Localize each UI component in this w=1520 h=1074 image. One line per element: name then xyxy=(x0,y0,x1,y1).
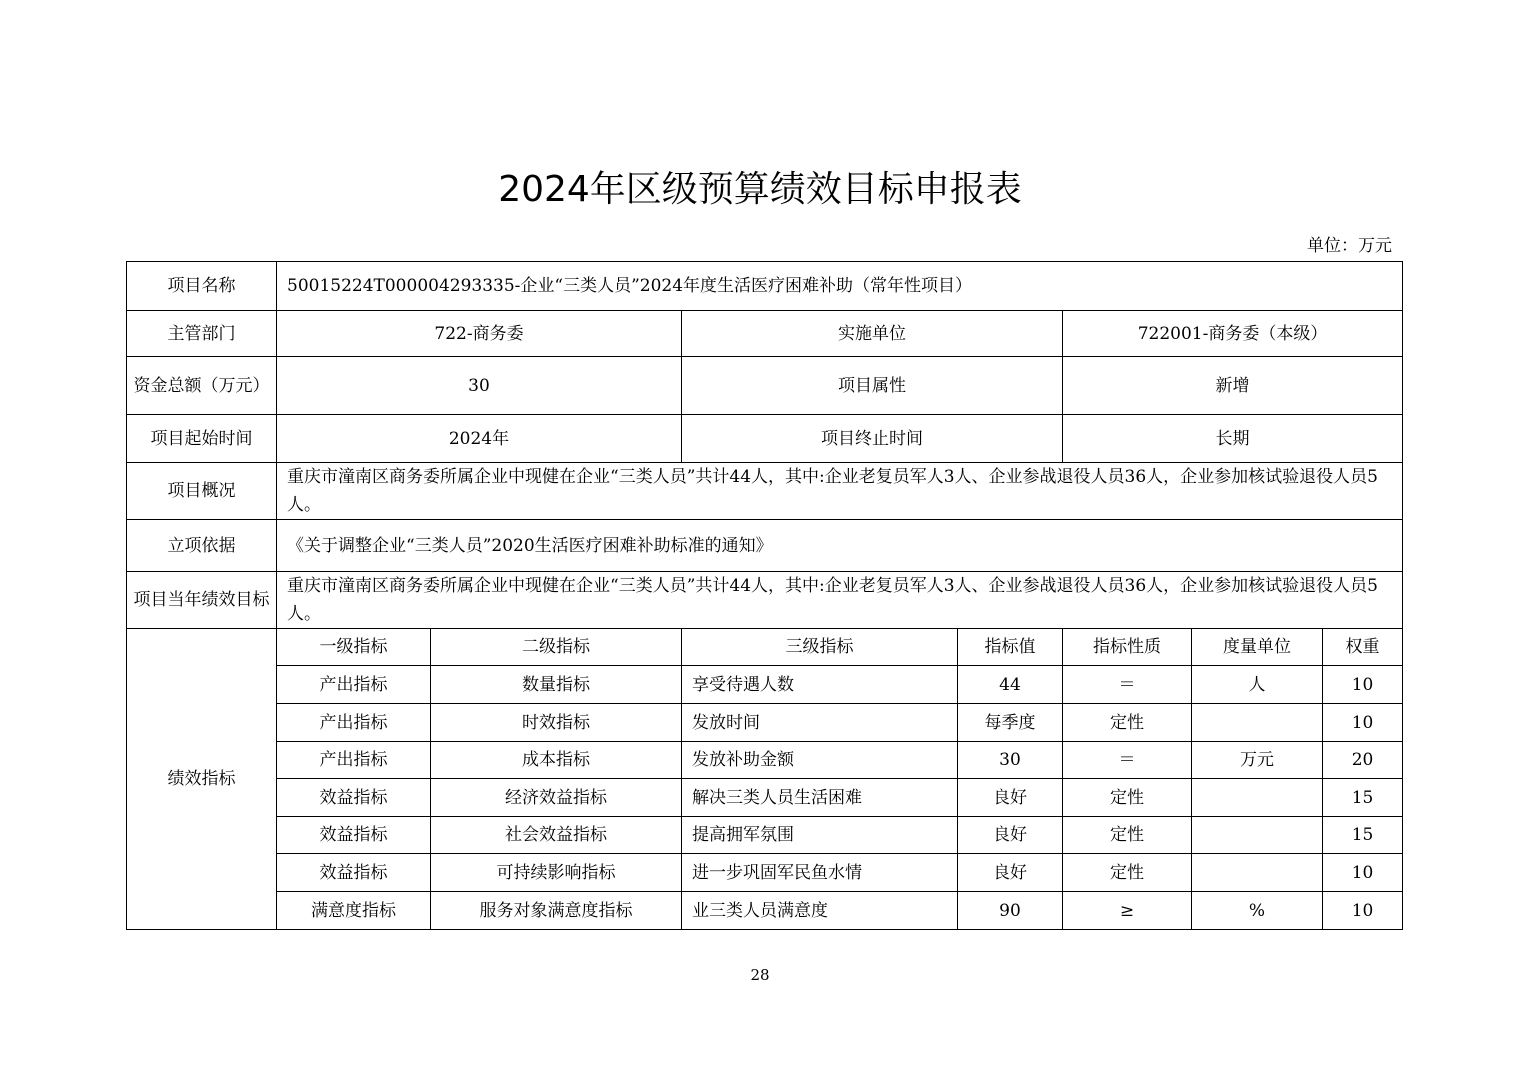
funds-label: 资金总额（万元） xyxy=(127,357,277,415)
indicator-weight: 10 xyxy=(1323,892,1403,930)
indicator-level2: 成本指标 xyxy=(431,742,682,779)
indicator-value: 90 xyxy=(958,892,1063,930)
indicator-level3: 提高拥军氛围 xyxy=(682,817,958,854)
indicator-unit: 万元 xyxy=(1192,742,1323,779)
indicator-row xyxy=(127,742,1403,779)
indicator-weight: 20 xyxy=(1323,742,1403,779)
indicator-level2: 时效指标 xyxy=(431,704,682,742)
goal-value: 重庆市潼南区商务委所属企业中现健在企业“三类人员”共计44人，其中:企业老复员军人3人、企业参战退役人员36人，企业参加核试验退役人员5人。 xyxy=(277,572,1403,629)
indicator-unit xyxy=(1192,704,1323,742)
header-level1: 一级指标 xyxy=(277,629,431,666)
indicator-level1: 产出指标 xyxy=(277,742,431,779)
indicators-section-label: 绩效指标 xyxy=(127,629,277,930)
project-attribute-label: 项目属性 xyxy=(682,357,1063,415)
implementing-unit-value: 722001-商务委（本级） xyxy=(1063,311,1403,357)
indicator-level1: 产出指标 xyxy=(277,704,431,742)
header-nature: 指标性质 xyxy=(1063,629,1192,666)
indicator-level1: 满意度指标 xyxy=(277,892,431,930)
indicator-row xyxy=(127,817,1403,854)
indicator-level2: 社会效益指标 xyxy=(431,817,682,854)
indicator-weight: 15 xyxy=(1323,779,1403,817)
indicator-value: 良好 xyxy=(958,854,1063,892)
project-name-label: 项目名称 xyxy=(127,262,277,311)
row-overview xyxy=(127,463,1403,520)
indicator-value: 良好 xyxy=(958,779,1063,817)
indicator-value: 44 xyxy=(958,666,1063,704)
header-level3: 三级指标 xyxy=(682,629,958,666)
overview-label: 项目概况 xyxy=(127,463,277,520)
indicator-nature: ＝ xyxy=(1063,666,1192,704)
indicator-row xyxy=(127,666,1403,704)
indicator-nature: ≥ xyxy=(1063,892,1192,930)
department-value: 722-商务委 xyxy=(277,311,682,357)
indicator-row xyxy=(127,892,1403,930)
goal-label: 项目当年绩效目标 xyxy=(127,572,277,629)
row-basis xyxy=(127,520,1403,572)
project-attribute-value: 新增 xyxy=(1063,357,1403,415)
indicator-row xyxy=(127,704,1403,742)
indicator-level2: 经济效益指标 xyxy=(431,779,682,817)
header-level2: 二级指标 xyxy=(431,629,682,666)
indicator-unit: % xyxy=(1192,892,1323,930)
indicator-level1: 效益指标 xyxy=(277,817,431,854)
indicator-value: 每季度 xyxy=(958,704,1063,742)
indicator-level3: 享受待遇人数 xyxy=(682,666,958,704)
indicator-level2: 可持续影响指标 xyxy=(431,854,682,892)
indicator-weight: 10 xyxy=(1323,854,1403,892)
row-period xyxy=(127,415,1403,463)
indicator-level2: 数量指标 xyxy=(431,666,682,704)
unit-label: 单位：万元 xyxy=(1307,236,1392,256)
row-project-name xyxy=(127,262,1403,311)
end-time-value: 长期 xyxy=(1063,415,1403,463)
page-title: 2024年区级预算绩效目标申报表 xyxy=(498,169,1022,210)
basis-label: 立项依据 xyxy=(127,520,277,572)
basis-value: 《关于调整企业“三类人员”2020生活医疗困难补助标准的通知》 xyxy=(277,520,1403,572)
indicator-level3: 发放时间 xyxy=(682,704,958,742)
row-goal xyxy=(127,572,1403,629)
indicator-level1: 效益指标 xyxy=(277,779,431,817)
indicator-level1: 效益指标 xyxy=(277,854,431,892)
indicator-level3: 进一步巩固军民鱼水情 xyxy=(682,854,958,892)
indicator-value: 良好 xyxy=(958,817,1063,854)
indicator-unit xyxy=(1192,817,1323,854)
indicator-weight: 15 xyxy=(1323,817,1403,854)
indicator-unit xyxy=(1192,854,1323,892)
indicator-header-row xyxy=(127,629,1403,666)
indicator-unit: 人 xyxy=(1192,666,1323,704)
indicator-nature: ＝ xyxy=(1063,742,1192,779)
indicator-nature: 定性 xyxy=(1063,854,1192,892)
indicator-level3: 业三类人员满意度 xyxy=(682,892,958,930)
overview-value: 重庆市潼南区商务委所属企业中现健在企业“三类人员”共计44人，其中:企业老复员军人3人、企业参战退役人员36人，企业参加核试验退役人员5人。 xyxy=(277,463,1403,520)
indicator-level2: 服务对象满意度指标 xyxy=(431,892,682,930)
row-department xyxy=(127,311,1403,357)
start-time-value: 2024年 xyxy=(277,415,682,463)
indicator-level3: 发放补助金额 xyxy=(682,742,958,779)
end-time-label: 项目终止时间 xyxy=(682,415,1063,463)
indicator-level3: 解决三类人员生活困难 xyxy=(682,779,958,817)
indicator-level1: 产出指标 xyxy=(277,666,431,704)
budget-table xyxy=(126,261,1403,930)
funds-value: 30 xyxy=(277,357,682,415)
page-number: 28 xyxy=(750,966,770,984)
indicator-value: 30 xyxy=(958,742,1063,779)
implementing-unit-label: 实施单位 xyxy=(682,311,1063,357)
project-name-value: 50015224T000004293335-企业“三类人员”2024年度生活医疗困难补助（常年性项目） xyxy=(277,262,1403,311)
indicator-weight: 10 xyxy=(1323,666,1403,704)
indicator-weight: 10 xyxy=(1323,704,1403,742)
row-funds xyxy=(127,357,1403,415)
department-label: 主管部门 xyxy=(127,311,277,357)
indicator-unit xyxy=(1192,779,1323,817)
header-unit: 度量单位 xyxy=(1192,629,1323,666)
indicator-nature: 定性 xyxy=(1063,817,1192,854)
header-value: 指标值 xyxy=(958,629,1063,666)
header-weight: 权重 xyxy=(1323,629,1403,666)
indicator-row xyxy=(127,779,1403,817)
indicator-nature: 定性 xyxy=(1063,779,1192,817)
start-time-label: 项目起始时间 xyxy=(127,415,277,463)
indicator-row xyxy=(127,854,1403,892)
indicator-nature: 定性 xyxy=(1063,704,1192,742)
